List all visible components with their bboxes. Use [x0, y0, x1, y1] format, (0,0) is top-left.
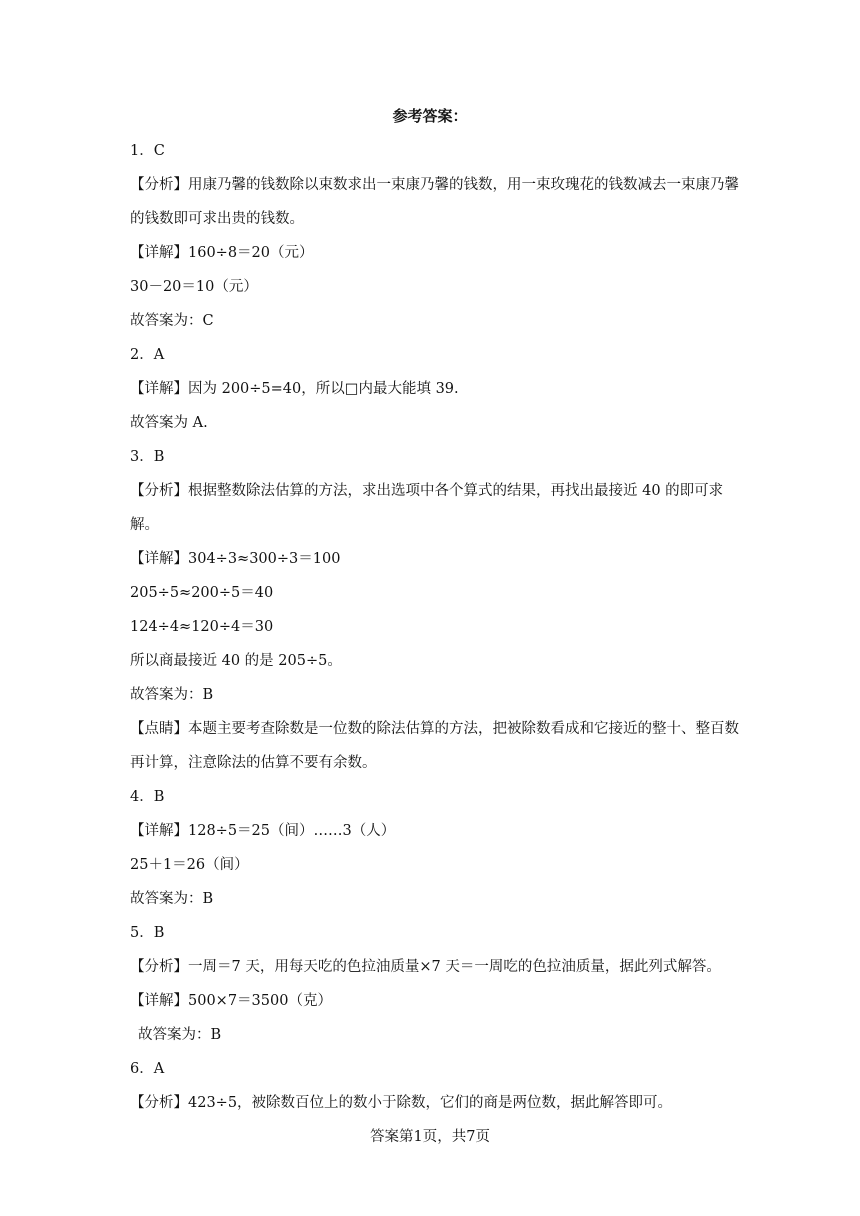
answer-3-conclusion: 故答案为：B: [130, 687, 214, 703]
answer-4-step: 25＋1＝26（间）: [130, 857, 249, 873]
answer-6-choice: 6．A: [130, 1061, 165, 1077]
answer-1-choice: 1．C: [130, 143, 165, 159]
answer-3-step: 124÷4≈120÷4＝30: [130, 619, 274, 635]
answer-3-choice: 3．B: [130, 449, 165, 465]
answer-3-analysis: 【分析】根据整数除法估算的方法，求出选项中各个算式的结果，再找出最接近 40 的即可求解。: [130, 483, 724, 533]
answer-1-analysis: 【分析】用康乃馨的钱数除以束数求出一束康乃馨的钱数，用一束玫瑰花的钱数减去一束康乃馨的钱数即可求出贵的钱数。: [130, 177, 739, 227]
answer-3-summary: 所以商最接近 40 的是 205÷5。: [130, 653, 342, 669]
answer-3-detail: 【详解】304÷3≈300÷3＝100: [130, 551, 341, 567]
answer-2-conclusion: 故答案为 A.: [130, 415, 208, 431]
answer-4-choice: 4．B: [130, 789, 165, 805]
answer-3-comment: 【点睛】本题主要考查除数是一位数的除法估算的方法，把被除数看成和它接近的整十、整百数再计算，注意除法的估算不要有余数。: [130, 721, 739, 771]
answer-6-analysis: 【分析】423÷5，被除数百位上的数小于除数，它们的商是两位数，据此解答即可。: [130, 1095, 673, 1111]
answer-4-detail: 【详解】128÷5＝25（间）……3（人）: [130, 823, 396, 839]
answer-5-choice: 5．B: [130, 925, 165, 941]
answer-5-analysis: 【分析】一周＝7 天，用每天吃的色拉油质量×7 天＝一周吃的色拉油质量，据此列式解答。: [130, 959, 721, 975]
answer-2-choice: 2．A: [130, 347, 165, 363]
answer-1-step: 30－20＝10（元）: [130, 279, 258, 295]
answer-4-conclusion: 故答案为：B: [130, 891, 214, 907]
answer-1-conclusion: 故答案为：C: [130, 313, 214, 329]
answer-3-step: 205÷5≈200÷5＝40: [130, 585, 274, 601]
answer-5-conclusion: 故答案为：B: [138, 1027, 222, 1043]
answer-1-detail: 【详解】160÷8＝20（元）: [130, 245, 314, 261]
page-footer: 答案第1页，共7页: [370, 1129, 490, 1145]
answer-5-detail: 【详解】500×7＝3500（克）: [130, 993, 332, 1009]
answer-content: [130, 134, 740, 1120]
page-title: 参考答案：: [392, 107, 468, 125]
answer-2-detail: 【详解】因为 200÷5=40，所以□内最大能填 39.: [130, 381, 459, 397]
